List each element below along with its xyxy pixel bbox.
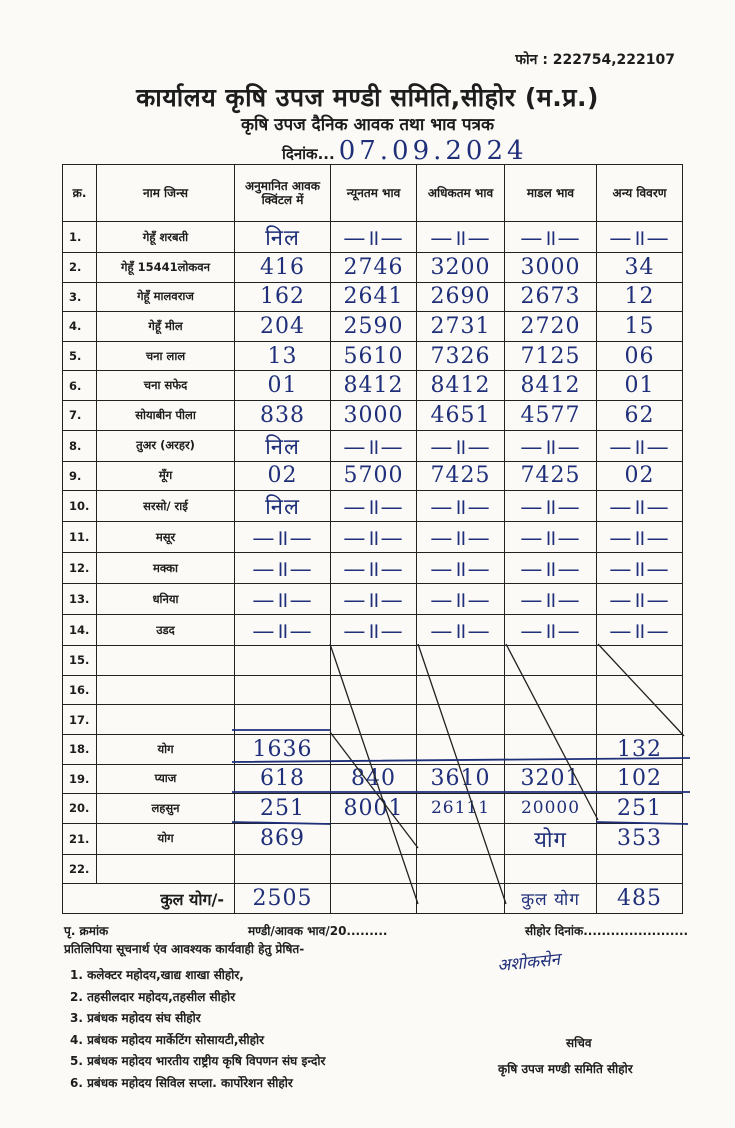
cell-sn: 14. bbox=[63, 615, 97, 646]
cell-max: 3610 bbox=[417, 764, 505, 794]
list-item: 3. प्रबंधक महोदय संघ सीहोर bbox=[70, 1011, 201, 1025]
cell-min bbox=[331, 646, 417, 676]
cell-min: 5700 bbox=[331, 461, 417, 491]
cell-min: 2641 bbox=[331, 282, 417, 312]
cell-sn: 10. bbox=[63, 491, 97, 522]
forwarded-note: प्रतिलिपिया सूचनार्थ एंव आवश्यक कार्यवाही हेतु प्रेषित- bbox=[64, 942, 305, 956]
cell-arrival: 1636 bbox=[235, 734, 331, 764]
phone-numbers: फोन : 222754,222107 bbox=[515, 52, 675, 68]
date-label: दिनांक... bbox=[282, 145, 335, 163]
cell-min: 8001 bbox=[331, 794, 417, 824]
cell-min bbox=[331, 705, 417, 735]
table-row bbox=[63, 253, 683, 283]
cell-min bbox=[331, 823, 417, 854]
cell-sn: 2. bbox=[63, 253, 97, 283]
cell-sn: 15. bbox=[63, 646, 97, 676]
cell-other: 251 bbox=[597, 794, 683, 824]
cell-sn: 11. bbox=[63, 522, 97, 553]
cell-modal bbox=[505, 675, 597, 705]
cell-arrival: निल bbox=[235, 430, 331, 461]
col-header: न्यूनतम भाव bbox=[331, 165, 417, 222]
cell-max bbox=[417, 646, 505, 676]
cell-modal: 8412 bbox=[505, 371, 597, 401]
cell-arrival: 618 bbox=[235, 764, 331, 794]
table-row bbox=[63, 491, 683, 522]
cell-other: —॥— bbox=[597, 491, 683, 522]
cell-name: प्याज bbox=[97, 764, 235, 794]
cell-name: गेहूँ मालवराज bbox=[97, 282, 235, 312]
cell-min bbox=[331, 734, 417, 764]
cell-modal bbox=[505, 705, 597, 735]
cell-name: चना लाल bbox=[97, 341, 235, 371]
cell-modal: —॥— bbox=[505, 615, 597, 646]
cell-sn: 8. bbox=[63, 430, 97, 461]
cell-modal: योग bbox=[505, 823, 597, 854]
cell-name: गेहूँ 15441लोकवन bbox=[97, 253, 235, 283]
cell-min: 840 bbox=[331, 764, 417, 794]
cell-other: 12 bbox=[597, 282, 683, 312]
cell-modal: 20000 bbox=[505, 794, 597, 824]
cell-modal: —॥— bbox=[505, 222, 597, 253]
table-row bbox=[63, 584, 683, 615]
cell-max: —॥— bbox=[417, 222, 505, 253]
cell-name: चना सफेद bbox=[97, 371, 235, 401]
cell-sn: 18. bbox=[63, 734, 97, 764]
cell-max: —॥— bbox=[417, 615, 505, 646]
table-row bbox=[63, 675, 683, 705]
mandi-ref-label: मण्डी/आवक भाव/20......... bbox=[248, 924, 388, 938]
cell-min: 3000 bbox=[331, 400, 417, 430]
cell-min: 5610 bbox=[331, 341, 417, 371]
cell-max: 26111 bbox=[417, 794, 505, 824]
cell-sn: 6. bbox=[63, 371, 97, 401]
cell-sn: 12. bbox=[63, 553, 97, 584]
total-arrival: 2505 bbox=[235, 884, 331, 914]
cell-max: 8412 bbox=[417, 371, 505, 401]
total-label: कुल योग/- bbox=[63, 884, 235, 914]
cell-min: —॥— bbox=[331, 222, 417, 253]
cell-arrival: 251 bbox=[235, 794, 331, 824]
list-item: 1. कलेक्टर महोदय,खाद्य शाखा सीहोर, bbox=[70, 968, 244, 982]
cell-name bbox=[97, 854, 235, 884]
cell-modal: 7425 bbox=[505, 461, 597, 491]
cell-name: सरसो/ राई bbox=[97, 491, 235, 522]
cell-min: —॥— bbox=[331, 553, 417, 584]
cell-min: —॥— bbox=[331, 522, 417, 553]
cell-sn: 22. bbox=[63, 854, 97, 884]
cell-arrival: 204 bbox=[235, 312, 331, 342]
date-value: 07.09.2024 bbox=[338, 136, 528, 166]
cell-min bbox=[331, 854, 417, 884]
cell-other: 15 bbox=[597, 312, 683, 342]
cell-other: —॥— bbox=[597, 615, 683, 646]
cell-sn: 19. bbox=[63, 764, 97, 794]
cell-modal: —॥— bbox=[505, 430, 597, 461]
cell-max: 4651 bbox=[417, 400, 505, 430]
cell-name: गेहूँ मील bbox=[97, 312, 235, 342]
cell-max: 2690 bbox=[417, 282, 505, 312]
cell-max bbox=[417, 675, 505, 705]
table-row bbox=[63, 646, 683, 676]
cell-arrival: —॥— bbox=[235, 615, 331, 646]
cell-name bbox=[97, 675, 235, 705]
total-other: 485 bbox=[597, 884, 683, 914]
list-item: 2. तहसीलदार महोदय,तहसील सीहोर bbox=[70, 989, 236, 1004]
cell-sn: 9. bbox=[63, 461, 97, 491]
cell-arrival: 13 bbox=[235, 341, 331, 371]
col-header: अनुमानित आवक क्विंटल में bbox=[235, 165, 331, 222]
table-row bbox=[63, 823, 683, 854]
table-row bbox=[63, 430, 683, 461]
col-header: क्र. bbox=[63, 165, 97, 222]
cell-arrival: —॥— bbox=[235, 584, 331, 615]
cell-max: 3200 bbox=[417, 253, 505, 283]
col-header: नाम जिन्स bbox=[97, 165, 235, 222]
table-row bbox=[63, 615, 683, 646]
total-modal-label: कुल योग bbox=[505, 884, 597, 914]
designation: सचिव bbox=[566, 1036, 592, 1050]
cell-other bbox=[597, 675, 683, 705]
table-row bbox=[63, 341, 683, 371]
cell-max: —॥— bbox=[417, 430, 505, 461]
cell-max bbox=[417, 823, 505, 854]
cell-modal: —॥— bbox=[505, 584, 597, 615]
table-row bbox=[63, 400, 683, 430]
cell-max: —॥— bbox=[417, 491, 505, 522]
cell-other: —॥— bbox=[597, 584, 683, 615]
cell-sn: 1. bbox=[63, 222, 97, 253]
table-row bbox=[63, 461, 683, 491]
cell-other: —॥— bbox=[597, 430, 683, 461]
cell-min: 8412 bbox=[331, 371, 417, 401]
cell-min: —॥— bbox=[331, 430, 417, 461]
cell-name: मूँग bbox=[97, 461, 235, 491]
committee-name: कृषि उपज मण्डी समिति सीहोर bbox=[498, 1062, 633, 1076]
cell-max: 7326 bbox=[417, 341, 505, 371]
cell-name: सोयाबीन पीला bbox=[97, 400, 235, 430]
table-row bbox=[63, 705, 683, 735]
cell-max: 2731 bbox=[417, 312, 505, 342]
cell-name: मक्का bbox=[97, 553, 235, 584]
cell-name: गेहूँ शरबती bbox=[97, 222, 235, 253]
cell-other: —॥— bbox=[597, 553, 683, 584]
cell-name: मसूर bbox=[97, 522, 235, 553]
cell-arrival: 416 bbox=[235, 253, 331, 283]
sheet-subtitle: कृषि उपज दैनिक आवक तथा भाव पत्रक bbox=[240, 115, 495, 135]
table-row bbox=[63, 794, 683, 824]
cell-modal: 3000 bbox=[505, 253, 597, 283]
table-header-row bbox=[63, 165, 683, 222]
cell-arrival: निल bbox=[235, 491, 331, 522]
cell-other: 06 bbox=[597, 341, 683, 371]
cell-other bbox=[597, 705, 683, 735]
cell-modal: 3201 bbox=[505, 764, 597, 794]
cell-min: —॥— bbox=[331, 584, 417, 615]
cell-max: 7425 bbox=[417, 461, 505, 491]
cell-sn: 20. bbox=[63, 794, 97, 824]
list-item: 5. प्रबंधक महोदय भारतीय राष्ट्रीय कृषि विपणन संघ इन्दोर bbox=[70, 1054, 326, 1068]
cell-other bbox=[597, 854, 683, 884]
cell-modal: 4577 bbox=[505, 400, 597, 430]
cell-name: तुअर (अरहर) bbox=[97, 430, 235, 461]
cell-sn: 21. bbox=[63, 823, 97, 854]
col-header: माडल भाव bbox=[505, 165, 597, 222]
table-row bbox=[63, 522, 683, 553]
cell-arrival: 01 bbox=[235, 371, 331, 401]
cell-max bbox=[417, 705, 505, 735]
recipient-list bbox=[70, 965, 325, 1094]
cell-min: 2590 bbox=[331, 312, 417, 342]
cell-arrival: 838 bbox=[235, 400, 331, 430]
cell-min bbox=[331, 675, 417, 705]
signature: अशोकसेन bbox=[496, 949, 561, 977]
cell-modal: 7125 bbox=[505, 341, 597, 371]
cell-name: योग bbox=[97, 734, 235, 764]
cell-arrival bbox=[235, 705, 331, 735]
cell-other: 132 bbox=[597, 734, 683, 764]
cell-arrival: 869 bbox=[235, 823, 331, 854]
cell-sn: 3. bbox=[63, 282, 97, 312]
cell-other: 353 bbox=[597, 823, 683, 854]
cell-empty bbox=[331, 884, 417, 914]
cell-arrival bbox=[235, 646, 331, 676]
table-row bbox=[63, 312, 683, 342]
cell-other bbox=[597, 646, 683, 676]
cell-other: 02 bbox=[597, 461, 683, 491]
cell-modal bbox=[505, 646, 597, 676]
total-row bbox=[63, 884, 683, 914]
cell-max bbox=[417, 854, 505, 884]
table-row bbox=[63, 222, 683, 253]
cell-other: —॥— bbox=[597, 222, 683, 253]
cell-empty bbox=[417, 884, 505, 914]
rates-table bbox=[62, 164, 683, 914]
cell-arrival bbox=[235, 675, 331, 705]
col-header: अन्य विवरण bbox=[597, 165, 683, 222]
cell-arrival: —॥— bbox=[235, 522, 331, 553]
cell-name: धनिया bbox=[97, 584, 235, 615]
cell-sn: 5. bbox=[63, 341, 97, 371]
cell-sn: 13. bbox=[63, 584, 97, 615]
cell-arrival bbox=[235, 854, 331, 884]
cell-max: —॥— bbox=[417, 553, 505, 584]
cell-modal bbox=[505, 734, 597, 764]
cell-name: लहसुन bbox=[97, 794, 235, 824]
cell-modal bbox=[505, 854, 597, 884]
cell-modal: —॥— bbox=[505, 491, 597, 522]
cell-other: 62 bbox=[597, 400, 683, 430]
cell-min: —॥— bbox=[331, 615, 417, 646]
cell-min: —॥— bbox=[331, 491, 417, 522]
cell-max bbox=[417, 734, 505, 764]
cell-sn: 16. bbox=[63, 675, 97, 705]
cell-other: —॥— bbox=[597, 522, 683, 553]
cell-modal: —॥— bbox=[505, 522, 597, 553]
place-date-label: सीहोर दिनांक....................... bbox=[525, 924, 689, 938]
col-header: अधिकतम भाव bbox=[417, 165, 505, 222]
list-item: 4. प्रबंधक महोदय मार्केटिंग सोसायटी,सीहोर bbox=[70, 1032, 265, 1047]
cell-sn: 7. bbox=[63, 400, 97, 430]
cell-sn: 17. bbox=[63, 705, 97, 735]
date-line bbox=[282, 136, 528, 166]
cell-modal: 2720 bbox=[505, 312, 597, 342]
cell-arrival: —॥— bbox=[235, 553, 331, 584]
table-row bbox=[63, 553, 683, 584]
cell-name: योग bbox=[97, 823, 235, 854]
cell-arrival: निल bbox=[235, 222, 331, 253]
table-row bbox=[63, 734, 683, 764]
cell-sn: 4. bbox=[63, 312, 97, 342]
table-row bbox=[63, 854, 683, 884]
cell-name: उडद bbox=[97, 615, 235, 646]
table-row bbox=[63, 371, 683, 401]
cell-other: 34 bbox=[597, 253, 683, 283]
cell-other: 01 bbox=[597, 371, 683, 401]
cell-name bbox=[97, 646, 235, 676]
cell-arrival: 162 bbox=[235, 282, 331, 312]
cell-other: 102 bbox=[597, 764, 683, 794]
cell-modal: 2673 bbox=[505, 282, 597, 312]
table-row bbox=[63, 282, 683, 312]
cell-arrival: 02 bbox=[235, 461, 331, 491]
table-row bbox=[63, 764, 683, 794]
cell-name bbox=[97, 705, 235, 735]
cell-max: —॥— bbox=[417, 522, 505, 553]
cell-max: —॥— bbox=[417, 584, 505, 615]
list-item: 6. प्रबंधक महोदय सिविल सप्ला. कार्पोरेशन सीहोर bbox=[70, 1075, 293, 1090]
office-title: कार्यालय कृषि उपज मण्डी समिति,सीहोर (म.प्र.) bbox=[136, 83, 599, 112]
ref-number-label: पृ. क्रमांक bbox=[64, 924, 109, 938]
cell-modal: —॥— bbox=[505, 553, 597, 584]
cell-min: 2746 bbox=[331, 253, 417, 283]
